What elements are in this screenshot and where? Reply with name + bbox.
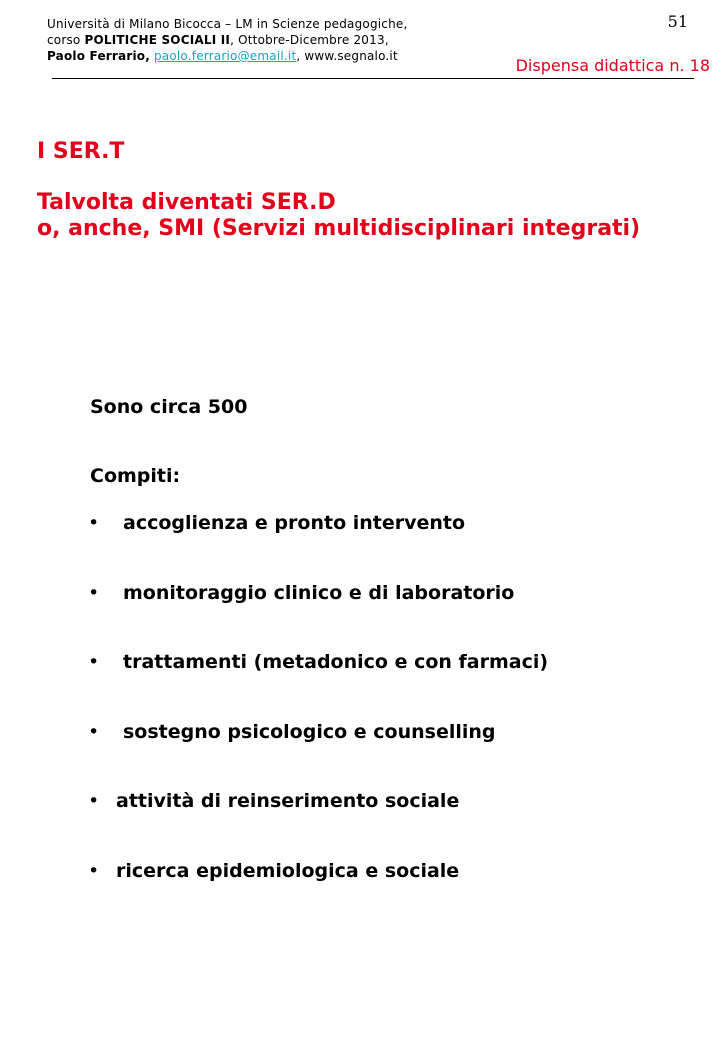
page-number: 51 bbox=[667, 12, 688, 31]
bullet-icon: • bbox=[88, 581, 100, 604]
header-divider bbox=[52, 78, 694, 79]
task-text: attività di reinserimento sociale bbox=[116, 790, 460, 813]
main-title: I SER.T bbox=[37, 139, 125, 164]
task-text: monitoraggio clinico e di laboratorio bbox=[123, 581, 515, 604]
subtitle-line-1: Talvolta diventati SER.D bbox=[37, 190, 336, 215]
author-email-link[interactable]: paolo.ferrario@email.it bbox=[153, 49, 297, 63]
task-text: sostegno psicologico e counselling bbox=[123, 720, 496, 743]
count-statement: Sono circa 500 bbox=[90, 396, 248, 418]
task-list bbox=[88, 512, 548, 930]
bullet-icon: • bbox=[88, 790, 100, 813]
list-item bbox=[88, 790, 548, 860]
bullet-icon: • bbox=[88, 512, 100, 534]
task-text: ricerca epidemiologica e sociale bbox=[116, 859, 460, 882]
author-name: Paolo Ferrario, bbox=[47, 49, 150, 63]
website-text: , www.segnalo.it bbox=[296, 49, 398, 63]
task-text: trattamenti (metadonico e con farmaci) bbox=[123, 651, 549, 674]
task-text: accoglienza e pronto intervento bbox=[123, 512, 466, 534]
list-item bbox=[88, 860, 548, 930]
bullet-icon: • bbox=[88, 651, 100, 674]
list-item bbox=[88, 512, 548, 582]
list-item bbox=[88, 721, 548, 791]
bullet-icon: • bbox=[88, 720, 100, 743]
document-header bbox=[47, 16, 408, 64]
header-line-author bbox=[47, 48, 408, 64]
compiti-heading: Compiti: bbox=[90, 465, 181, 487]
list-item bbox=[88, 651, 548, 721]
list-item bbox=[88, 582, 548, 652]
course-period: , Ottobre-Dicembre 2013, bbox=[230, 33, 389, 47]
header-line-university: Università di Milano Bicocca – LM in Scienze pedagogiche, bbox=[47, 17, 408, 31]
dispensa-label: Dispensa didattica n. 18 bbox=[515, 56, 710, 75]
bullet-icon: • bbox=[88, 859, 100, 882]
course-name: POLITICHE SOCIALI II bbox=[84, 33, 231, 47]
course-prefix: corso bbox=[47, 33, 85, 47]
subtitle-line-2: o, anche, SMI (Servizi multidisciplinari integrati) bbox=[37, 216, 641, 241]
header-line-course bbox=[47, 32, 408, 48]
